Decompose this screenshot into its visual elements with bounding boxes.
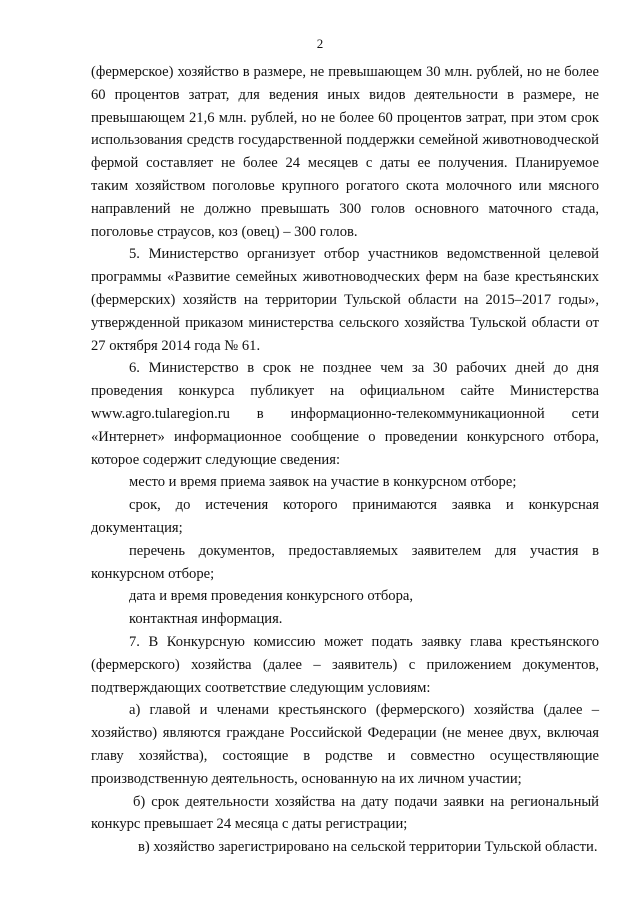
- info-item-contacts: контактная информация.: [129, 611, 283, 628]
- page-number: 2: [316, 36, 324, 51]
- paragraph-item-6: 6. Министерство в срок не позднее чем за 30 рабочих дней до дня проведения конкурса публикует на официальном сайте Министерства www.agro.tularegion.ru в информационно-телекоммуникационной сети «Интернет» информационное сообщение о проведении конкурсного отбора, которое содержит следующие сведения:: [91, 360, 599, 468]
- paragraph-item-7: 7. В Конкурсную комиссию может подать заявку глава крестьянского (фермерского) хозяйства (далее – заявитель) с приложением документов, подтверждающих соответствие следующим условиям:: [91, 633, 599, 696]
- condition-b: б) срок деятельности хозяйства на дату подачи заявки на региональный конкурс превышает 24 месяца с даты регистрации;: [91, 793, 599, 833]
- info-item-place-time: место и время приема заявок на участие в конкурсном отборе;: [129, 474, 517, 491]
- info-item-deadline: срок, до истечения которого принимаются заявка и конкурсная документация;: [91, 497, 599, 536]
- condition-a: а) главой и членами крестьянского (фермерского) хозяйства (далее – хозяйство) являются граждане Российской Федерации (не менее двух, включая главу хозяйства), состоящие в родстве и совместно осуществляющие производственную деятельность, основанную на их личном участии;: [91, 702, 599, 787]
- paragraph-continuation: (фермерское) хозяйство в размере, не превышающем 30 млн. рублей, но не более 60 процентов затрат, для ведения иных видов деятельности в размере, не превышающем 21,6 млн. рублей, но не более 60 процентов затрат, при этом срок использования средств государственной поддержки семейной животноводческой фермой составляет не более 24 месяцев с даты ее получения. Планируемое таким хозяйством поголовье крупного рогатого скота молочного или мясного направлений не должно превышать 300 голов основного маточного стада, поголовье страусов, коз (овец) – 300 голов.: [91, 64, 599, 240]
- paragraph-item-5: 5. Министерство организует отбор участников ведомственной целевой программы «Развитие семейных животноводческих ферм на базе крестьянских (фермерских) хозяйств на территории Тульской области на 2015–2017 годы», утвержденной приказом министерства сельского хозяйства Тульской области от 27 октября 2014 года № 61.: [91, 246, 599, 354]
- condition-v: в) хозяйство зарегистрировано на сельской территории Тульской области.: [138, 839, 598, 856]
- info-item-documents: перечень документов, предоставляемых заявителем для участия в конкурсном отборе;: [91, 542, 599, 582]
- document-body: [91, 61, 599, 859]
- info-item-date-time: дата и время проведения конкурсного отбора,: [129, 588, 414, 605]
